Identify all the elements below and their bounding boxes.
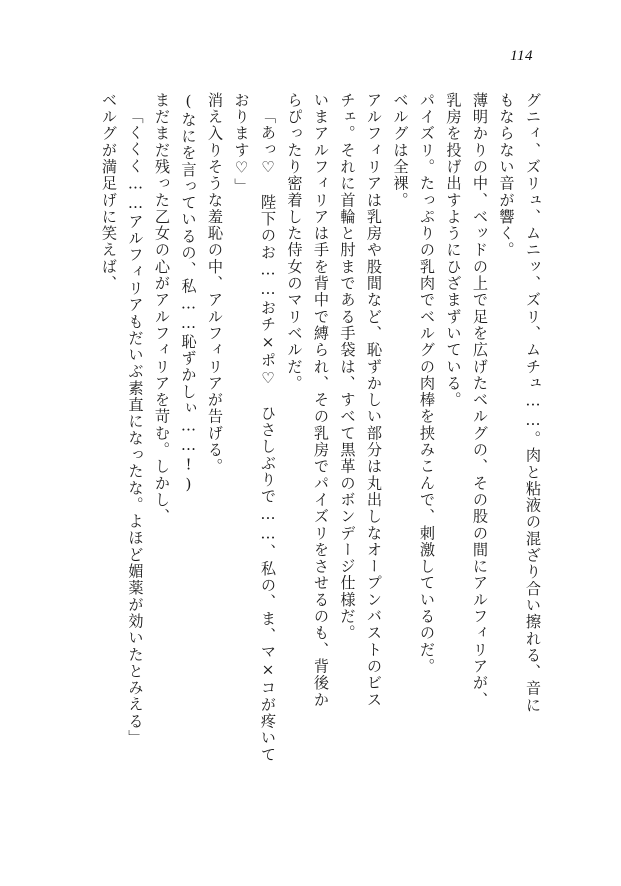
text-line: (なにを言っているの、私……恥ずかしぃ……!): [179, 92, 198, 495]
text-line: ベルグが満足げに笑えば、: [100, 92, 118, 292]
text-line: おります♡」: [232, 92, 251, 195]
text-line: ベルグは全裸。: [391, 92, 410, 209]
text-line: パイズリ。たっぷりの乳肉でベルグの肉棒を挟みこんで、刺激しているのだ。: [418, 92, 436, 675]
body-text: [72, 92, 546, 810]
page-number: 114: [510, 48, 533, 64]
text-line: チェ。それに首輪と肘まである手袋は、すべて黒革のボンデージ仕様だ。: [338, 92, 357, 642]
text-line: もならない音が響く。: [497, 92, 516, 259]
text-line: 「あっ♡ 陛下のお……おチ×ポ♡ ひさしぶりで……、私の、ま、マ×コが疼いて: [259, 108, 277, 764]
text-line: らぴったり密着した侍女のマリベルだ。: [285, 92, 304, 392]
text-line: 薄明かりの中、ベッドの上で足を広げたベルグの、その股の間にアルフィリアが、: [471, 92, 489, 709]
text-line: 「くくく……アルフィリアもだいぶ素直になったな。よほど媚薬が効いたとみえる」: [126, 108, 145, 747]
text-line: 消え入りそうな羞恥の中、アルフィリアが告げる。: [206, 92, 224, 475]
text-line: 乳房を投げ出すようにひざまずいている。: [444, 92, 463, 409]
text-line: グニィ、ズリュ、ムニッ、ズリ、ムチュ……。肉と粘液の混ざり合い擦れる、音に: [524, 92, 542, 714]
text-line: まだまだ残った乙女の心がアルフィリアを苛む。しかし、: [153, 92, 171, 525]
text-line: アルフィリアは乳房や股間など、恥ずかしい部分は丸出しなオープンバストのビス: [365, 92, 383, 709]
text-line: いまアルフィリアは手を背中で縛られ、その乳房でパイズリをさせるのも、背後か: [312, 92, 330, 709]
